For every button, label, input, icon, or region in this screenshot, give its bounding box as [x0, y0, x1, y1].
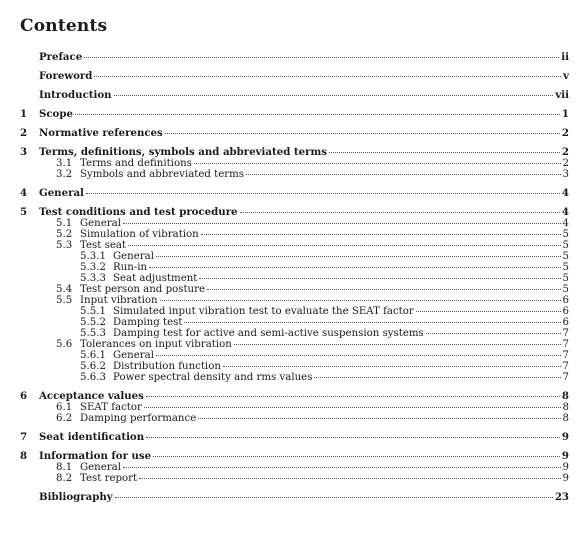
toc-entry-title: General	[113, 350, 154, 361]
toc-entry-title: Distribution function	[113, 361, 221, 372]
toc-entry-title: Input vibration	[80, 295, 158, 306]
toc-entry-title: Damping test for active and semi-active suspension systems	[113, 328, 424, 339]
toc-entry[interactable]	[20, 128, 569, 139]
toc-entry[interactable]	[20, 169, 569, 180]
toc-entry-title: Test seat	[80, 240, 127, 251]
toc-entry-number: 3.2	[56, 169, 73, 180]
toc-entry-page: 5	[562, 251, 569, 262]
toc-entry-page: 7	[562, 372, 569, 383]
toc-entry-title: Preface	[39, 51, 83, 63]
toc-entry-number: 8.2	[56, 473, 73, 484]
toc-entry-page: 1	[561, 108, 569, 120]
toc-entry-page: 9	[561, 431, 569, 443]
toc-entry[interactable]	[20, 71, 569, 82]
toc-entry[interactable]	[20, 473, 569, 484]
toc-entry[interactable]	[20, 262, 569, 273]
dot-leader	[165, 133, 560, 134]
toc-entry[interactable]	[20, 158, 569, 169]
toc-entry-title: Simulated input vibration test to evaluate the SEAT factor	[113, 306, 414, 317]
toc-entry-title: Symbols and abbreviated terms	[80, 169, 245, 180]
toc-entry-number: 8	[20, 450, 28, 462]
toc-entry-title: Test report	[80, 473, 138, 484]
toc-entry[interactable]	[20, 273, 569, 284]
toc-entry-title: Test person and posture	[80, 284, 206, 295]
toc-entry-page: 7	[562, 350, 569, 361]
dot-leader	[314, 377, 560, 378]
dot-leader	[223, 366, 561, 367]
toc-entry-title: General	[39, 187, 84, 199]
toc-entry[interactable]	[20, 109, 569, 120]
dot-leader	[156, 256, 561, 257]
toc-entry-number: 6.1	[56, 402, 73, 413]
toc-entry-number: 3.1	[56, 158, 73, 169]
dot-leader	[194, 163, 561, 164]
toc-entry-page: 5	[562, 229, 569, 240]
toc-entry[interactable]	[20, 328, 569, 339]
toc-entry-page: 2	[562, 158, 569, 169]
toc-entry-page: 2	[561, 146, 569, 158]
toc-entry-number: 5.1	[56, 218, 73, 229]
toc-entry-title: Scope	[39, 108, 73, 120]
toc-entry-title: Damping performance	[80, 413, 197, 424]
toc-entry[interactable]	[20, 462, 569, 473]
page-title: Contents	[20, 16, 108, 36]
toc-entry-number: 5.3.3	[80, 273, 106, 284]
toc-entry-number: 8.1	[56, 462, 73, 473]
toc-entry-page: 5	[562, 262, 569, 273]
toc-entry[interactable]	[20, 432, 569, 443]
toc-entry-number: 5.4	[56, 284, 73, 295]
toc-entry[interactable]	[20, 372, 569, 383]
toc-entry[interactable]	[20, 251, 569, 262]
dot-leader	[184, 322, 560, 323]
toc-entry[interactable]	[20, 492, 569, 503]
toc-entry-page: v	[563, 70, 569, 82]
toc-entry-title: Normative references	[39, 127, 163, 139]
toc-entry[interactable]	[20, 295, 569, 306]
toc-entry-title: Seat adjustment	[113, 273, 198, 284]
toc-entry-number: 5.6.3	[80, 372, 106, 383]
dot-leader	[201, 234, 561, 235]
toc-entry-title: Run-in	[113, 262, 148, 273]
toc-entry-title: Information for use	[39, 450, 152, 462]
toc-entry-page: 7	[562, 361, 569, 372]
dot-leader	[86, 193, 560, 194]
dot-leader	[153, 456, 560, 457]
toc-entry-title: General	[80, 218, 121, 229]
toc-entry-page: 4	[562, 218, 569, 229]
dot-leader	[123, 223, 561, 224]
dot-leader	[416, 311, 561, 312]
dot-leader	[128, 245, 560, 246]
table-of-contents	[20, 52, 569, 503]
toc-entry[interactable]	[20, 451, 569, 462]
toc-entry-number: 1	[20, 108, 28, 120]
toc-entry-title: Tolerances on input vibration	[80, 339, 232, 350]
toc-entry-number: 5.6	[56, 339, 73, 350]
toc-entry[interactable]	[20, 147, 569, 158]
toc-entry-number: 6.2	[56, 413, 73, 424]
toc-entry-page: 5	[562, 284, 569, 295]
toc-entry-number: 5.3.1	[80, 251, 106, 262]
toc-entry-number: 5	[20, 206, 28, 218]
toc-entry-title: SEAT factor	[80, 402, 142, 413]
dot-leader	[146, 437, 560, 438]
toc-entry-title: General	[80, 462, 121, 473]
toc-entry-number: 6	[20, 390, 28, 402]
toc-entry-number: 4	[20, 187, 28, 199]
toc-entry[interactable]	[20, 218, 569, 229]
dot-leader	[84, 57, 559, 58]
toc-entry[interactable]	[20, 306, 569, 317]
toc-entry-number: 2	[20, 127, 28, 139]
toc-entry-page: 7	[562, 339, 569, 350]
toc-entry-number: 5.6.2	[80, 361, 106, 372]
toc-entry[interactable]	[20, 52, 569, 63]
dot-leader	[246, 174, 560, 175]
toc-entry-title: Bibliography	[39, 491, 113, 503]
toc-entry-page: 3	[562, 169, 569, 180]
dot-leader	[240, 212, 560, 213]
toc-entry-number: 5.5.1	[80, 306, 106, 317]
toc-entry[interactable]	[20, 391, 569, 402]
toc-entry-number: 5.5	[56, 295, 73, 306]
toc-entry[interactable]	[20, 207, 569, 218]
toc-entry-page: 4	[561, 206, 569, 218]
toc-entry-title: Seat identification	[39, 431, 145, 443]
toc-entry-title: Acceptance values	[39, 390, 144, 402]
toc-entry-page: 4	[561, 187, 569, 199]
toc-entry-page: 9	[562, 473, 569, 484]
dot-leader	[198, 418, 560, 419]
dot-leader	[199, 278, 560, 279]
toc-entry-number: 5.5.3	[80, 328, 106, 339]
dot-leader	[207, 289, 561, 290]
toc-entry-title: Terms, definitions, symbols and abbreviated terms	[39, 146, 327, 158]
toc-entry-page: 6	[562, 295, 569, 306]
toc-entry[interactable]	[20, 339, 569, 350]
toc-entry-page: 6	[562, 317, 569, 328]
toc-entry[interactable]	[20, 284, 569, 295]
toc-entry[interactable]	[20, 402, 569, 413]
toc-entry-title: Simulation of vibration	[80, 229, 199, 240]
toc-entry-title: Test conditions and test procedure	[39, 206, 238, 218]
toc-entry-page: 23	[554, 491, 569, 503]
toc-entry-page: 7	[562, 328, 569, 339]
toc-entry-page: 5	[562, 273, 569, 284]
toc-entry-title: Foreword	[39, 70, 93, 82]
dot-leader	[139, 478, 560, 479]
toc-entry-page: 9	[561, 450, 569, 462]
dot-leader	[144, 407, 561, 408]
dot-leader	[94, 76, 561, 77]
dot-leader	[426, 333, 561, 334]
toc-entry-number: 7	[20, 431, 28, 443]
toc-entry-page: 6	[562, 306, 569, 317]
dot-leader	[149, 267, 560, 268]
dot-leader	[329, 152, 560, 153]
toc-entry[interactable]	[20, 90, 569, 101]
dot-leader	[156, 355, 561, 356]
dot-leader	[160, 300, 561, 301]
toc-entry-page: 8	[562, 413, 569, 424]
toc-entry-page: vii	[555, 89, 569, 101]
toc-entry-number: 5.2	[56, 229, 73, 240]
toc-entry[interactable]	[20, 413, 569, 424]
toc-entry-page: 2	[561, 127, 569, 139]
toc-entry-page: 9	[562, 462, 569, 473]
toc-entry[interactable]	[20, 188, 569, 199]
toc-entry-page: 5	[562, 240, 569, 251]
dot-leader	[123, 467, 561, 468]
toc-entry-title: General	[113, 251, 154, 262]
toc-entry-number: 5.3	[56, 240, 73, 251]
toc-entry-page: 8	[561, 390, 569, 402]
dot-leader	[75, 114, 560, 115]
toc-entry-title: Introduction	[39, 89, 112, 101]
toc-entry[interactable]	[20, 350, 569, 361]
dot-leader	[114, 95, 554, 96]
dot-leader	[146, 396, 560, 397]
toc-entry-title: Terms and definitions	[80, 158, 192, 169]
toc-entry-page: 8	[562, 402, 569, 413]
toc-entry[interactable]	[20, 240, 569, 251]
toc-entry[interactable]	[20, 361, 569, 372]
toc-entry[interactable]	[20, 229, 569, 240]
dot-leader	[234, 344, 561, 345]
toc-entry-number: 5.3.2	[80, 262, 106, 273]
toc-entry-number: 5.5.2	[80, 317, 106, 328]
toc-entry-title: Damping test	[113, 317, 183, 328]
toc-entry[interactable]	[20, 317, 569, 328]
toc-entry-page: ii	[561, 51, 569, 63]
toc-entry-title: Power spectral density and rms values	[113, 372, 313, 383]
dot-leader	[115, 497, 553, 498]
toc-entry-number: 3	[20, 146, 28, 158]
toc-entry-number: 5.6.1	[80, 350, 106, 361]
